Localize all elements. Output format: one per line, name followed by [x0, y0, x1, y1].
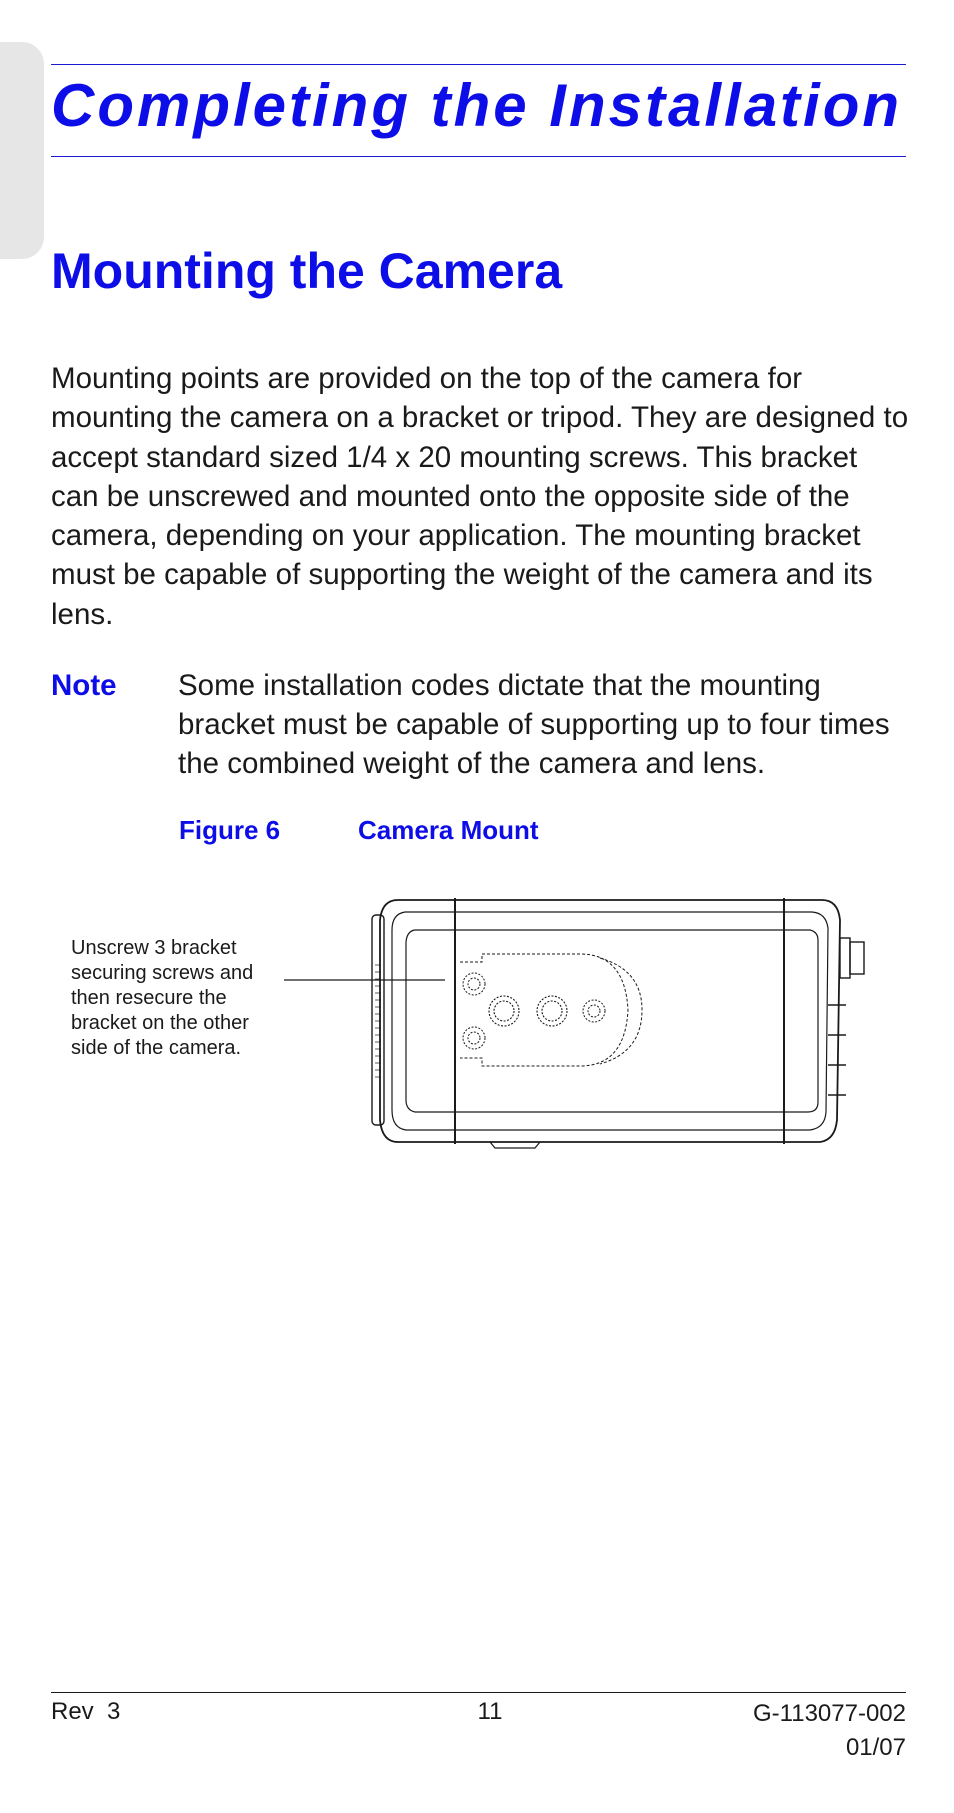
title-rule-bottom — [51, 156, 906, 157]
footer-doc-number: G-113077-002 — [753, 1700, 906, 1727]
mounting-point-hole — [489, 996, 519, 1026]
camera-housing-inner — [392, 912, 828, 1130]
figure-title: Camera Mount — [358, 815, 539, 845]
bracket-screw — [463, 973, 485, 995]
figure-callout-text: Unscrew 3 bracket securing screws and then resecure the bracket on the other side of the camera. — [71, 937, 254, 1059]
chapter-side-tab — [0, 42, 44, 259]
housing-bottom-tab — [490, 1142, 540, 1148]
chapter-title: Completing the Installation — [51, 72, 903, 139]
footer-revision: Rev 3 — [51, 1698, 121, 1725]
mounting-bracket-edge — [600, 958, 642, 1064]
bracket-screw — [583, 1000, 605, 1022]
footer-doc-info — [753, 1697, 906, 1765]
title-rule-top — [51, 64, 906, 65]
section-title: Mounting the Camera — [51, 243, 563, 299]
note-text: Some installation codes dictate that the mounting bracket must be capable of supporting up to four times the combined weight of the camera and lens. — [178, 669, 890, 780]
mounting-bracket-outline — [460, 954, 628, 1066]
footer-page-number: 11 — [477, 1698, 503, 1725]
rear-connector — [840, 938, 850, 978]
note-label: Note — [51, 669, 117, 702]
lens-mount-ring — [372, 915, 384, 1125]
footer-rule — [51, 1692, 906, 1693]
bracket-screw — [463, 1027, 485, 1049]
mounting-point-hole — [537, 996, 567, 1026]
rear-connector-plug — [850, 942, 864, 974]
camera-housing-outer — [380, 900, 840, 1142]
body-paragraph: Mounting points are provided on the top of the camera for mounting the camera on a bracket or tripod. They are designed to accept standard sized 1/4 x 20 mounting screws. This bracket can be unscrewed and mounted onto the opposite side of the camera, depending on your application. The mounting bracket must be capable of supporting the weight of the camera and its lens. — [51, 362, 909, 631]
figure-label: Figure 6 — [179, 815, 281, 845]
footer-date: 01/07 — [845, 1734, 906, 1761]
camera-mount-drawing — [280, 880, 880, 1160]
camera-top-panel — [406, 930, 818, 1112]
